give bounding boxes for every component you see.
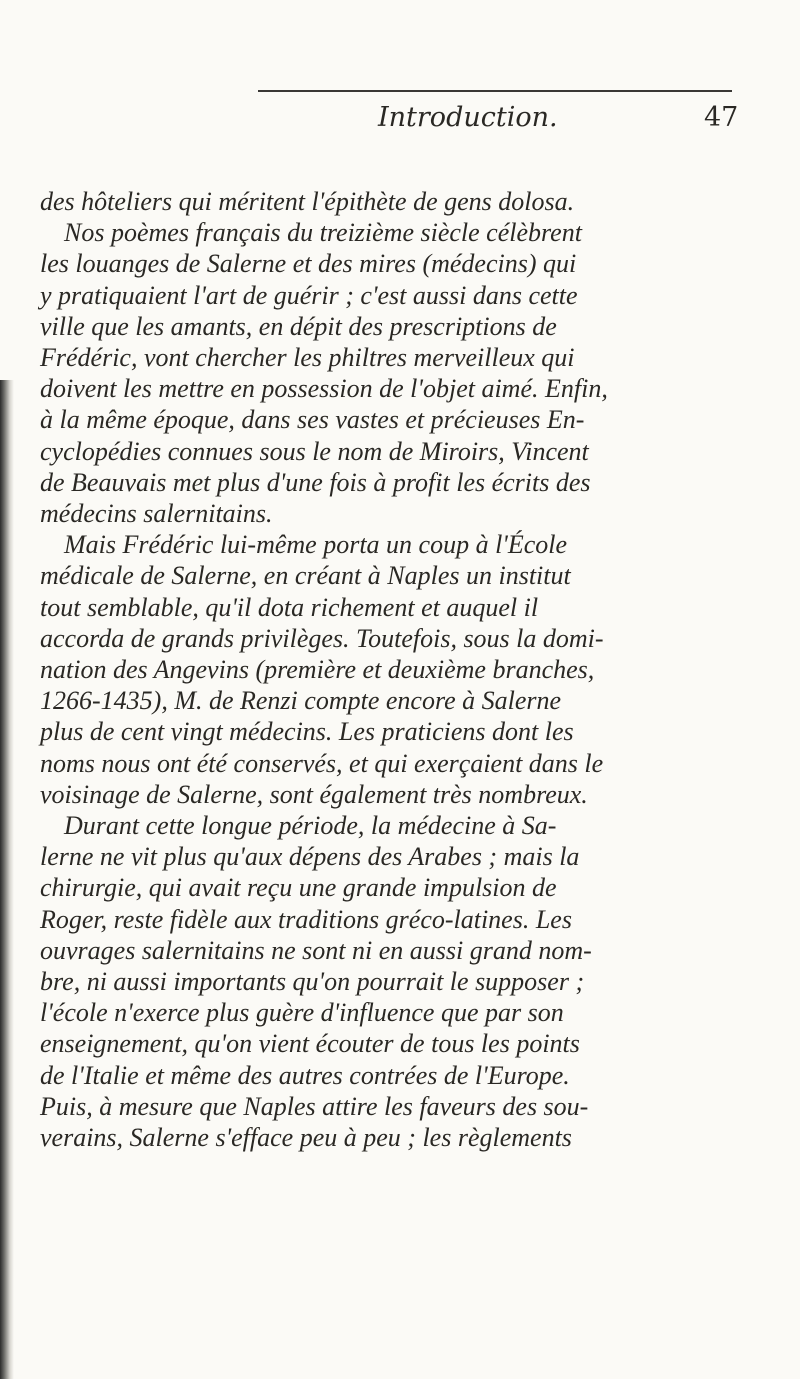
text-line: à la même époque, dans ses vastes et précieuses En- bbox=[40, 405, 585, 435]
text-line: Frédéric, vont chercher les philtres merveilleux qui bbox=[40, 343, 575, 373]
text-line: les louanges de Salerne et des mires (médecins) qui bbox=[40, 249, 577, 279]
text-line: l'école n'exerce plus guère d'influence que par son bbox=[40, 998, 564, 1028]
text-line: médecins salernitains. bbox=[40, 499, 273, 529]
body-text bbox=[40, 186, 730, 1153]
text-line: verains, Salerne s'efface peu à peu ; les règlements bbox=[40, 1123, 572, 1153]
header-rule bbox=[258, 90, 732, 92]
text-line: ouvrages salernitains ne sont ni en aussi grand nom- bbox=[40, 935, 592, 965]
page-number: 47 bbox=[704, 102, 739, 133]
running-head: Introduction. bbox=[378, 102, 558, 133]
text-line: lerne ne vit plus qu'aux dépens des Arabes ; mais la bbox=[40, 842, 580, 872]
text-line: enseignement, qu'on vient écouter de tous les points bbox=[40, 1029, 580, 1059]
text-line: des hôteliers qui méritent l'épithète de gens dolosa. bbox=[40, 187, 575, 216]
text-line: doivent les mettre en possession de l'objet aimé. Enfin, bbox=[40, 374, 608, 404]
text-line: médicale de Salerne, en créant à Naples un institut bbox=[40, 561, 571, 591]
page-header bbox=[60, 102, 739, 142]
text-line: accorda de grands privilèges. Toutefois, sous la domi- bbox=[40, 623, 604, 653]
text-line: tout semblable, qu'il dota richement et auquel il bbox=[40, 592, 539, 622]
text-line: voisinage de Salerne, sont également très nombreux. bbox=[40, 779, 588, 809]
text-line: plus de cent vingt médecins. Les praticiens dont les bbox=[40, 717, 574, 747]
text-line: de l'Italie et même des autres contrées de l'Europe. bbox=[40, 1060, 570, 1090]
text-line: Mais Frédéric lui-même porta un coup à l'École bbox=[64, 530, 568, 560]
text-line: nation des Angevins (première et deuxième branches, bbox=[40, 655, 595, 685]
text-line: Roger, reste fidèle aux traditions gréco-latines. Les bbox=[40, 904, 572, 934]
text-line: Puis, à mesure que Naples attire les faveurs des sou- bbox=[40, 1091, 589, 1121]
text-line: noms nous ont été conservés, et qui exerçaient dans le bbox=[40, 748, 604, 778]
text-line: ville que les amants, en dépit des prescriptions de bbox=[40, 311, 557, 341]
binding-shadow bbox=[0, 380, 14, 1379]
text-line: de Beauvais met plus d'une fois à profit les écrits des bbox=[40, 467, 591, 497]
text-line: Durant cette longue période, la médecine à Sa- bbox=[64, 811, 557, 841]
text-line: cyclopédies connues sous le nom de Miroirs, Vincent bbox=[40, 436, 589, 466]
text-line: chirurgie, qui avait reçu une grande impulsion de bbox=[40, 873, 557, 903]
text-line: 1266-1435), M. de Renzi compte encore à Salerne bbox=[40, 686, 562, 716]
text-line: y pratiquaient l'art de guérir ; c'est aussi dans cette bbox=[40, 280, 578, 310]
text-line: bre, ni aussi importants qu'on pourrait le supposer ; bbox=[40, 967, 585, 997]
text-line: Nos poèmes français du treizième siècle célèbrent bbox=[64, 218, 582, 248]
